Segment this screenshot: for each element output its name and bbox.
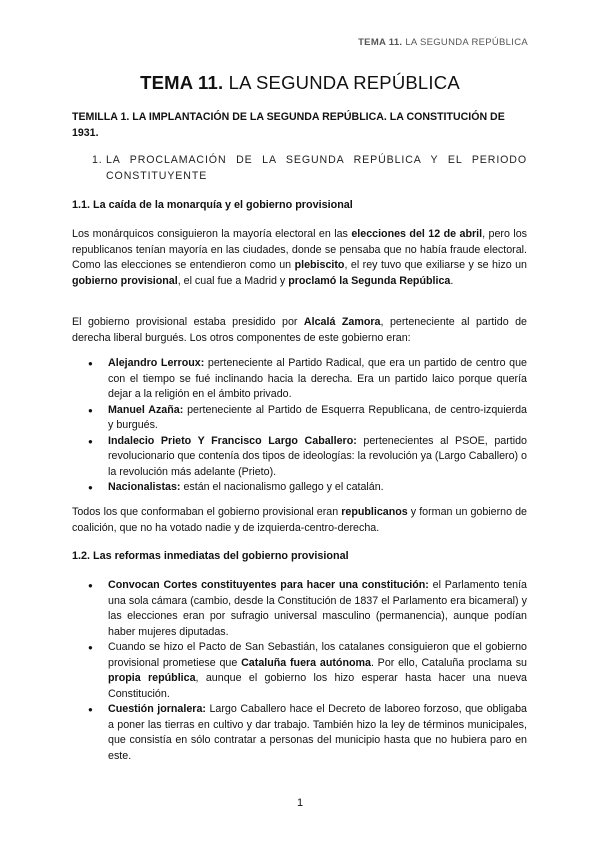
bold-elecciones: elecciones del 12 de abril xyxy=(351,228,483,240)
list-item: ● Manuel Azaña: perteneciente al Partido de Esquerra Republicana, de centro-izquierda y burgués. xyxy=(72,403,527,434)
paragraph-coalicion: Todos los que conformaban el gobierno provisional eran republicanos y forman un gobierno de coalición, que no ha votado nadie y de izquierda-centro-derecha. xyxy=(72,506,528,534)
running-header-number: TEMA 11. xyxy=(358,37,403,48)
bold-proclamo: proclamó la Segunda República xyxy=(288,274,451,287)
page-title xyxy=(0,72,600,94)
government-members-list xyxy=(72,356,527,496)
section-1-number: 1. xyxy=(92,154,103,166)
section-1-title: LA PROCLAMACIÓN DE LA SEGUNDA REPÚBLICA Y EL PERIODO CONSTITUYENTE xyxy=(106,154,527,182)
title-text: LA SEGUNDA REPÚBLICA xyxy=(223,72,460,93)
bold-republicanos: republicanos xyxy=(341,506,408,518)
running-header xyxy=(358,37,528,48)
subsection-1-2-heading: 1.2. Las reformas inmediatas del gobierno provisional xyxy=(72,550,349,562)
paragraph-elecciones: Los monárquicos consiguieron la mayoría electoral en las elecciones del 12 de abril, pero los republicanos tenían mayoría en las ciudades, donde se pensaba que no había fraude electoral. Como las elecciones se entendieron como un plebiscito, el rey tuvo que exiliarse y se hizo un gobierno provisional, el cual fue a Madrid y proclamó la Segunda República. xyxy=(72,228,527,287)
reforms-list xyxy=(72,578,527,764)
subsection-1-1-heading: 1.1. La caída de la monarquía y el gobierno provisional xyxy=(72,199,353,211)
list-item: ● Indalecio Prieto Y Francisco Largo Caballero: pertenecientes al PSOE, partido revolucionario que contenía dos tipos de ideologías: la revolución ya (Largo Caballero) o la revolución más adelante (Prieto). xyxy=(72,434,527,481)
list-item: ● Alejandro Lerroux: perteneciente al Partido Radical, que era un partido de centro que con el tiempo se fué inclinando hacia la derecha. Era un partido laico porque quería dejar a la religión en el ámbito privado. xyxy=(72,356,527,403)
bold-plebiscito: plebiscito xyxy=(294,259,345,271)
list-item: ● Convocan Cortes constituyentes para hacer una constitución: el Parlamento tenía una sola cámara (cambio, desde la Constitución de 1837 el Parlamento era bicameral) y las elecciones eran por sufragio universal masculino (permanencia), aunque podían haber mujeres diputadas. xyxy=(72,578,527,640)
list-item: ● Cuando se hizo el Pacto de San Sebastián, los catalanes consiguieron que el gobierno provisional prometiese que Cataluña fuera autónoma. Por ello, Cataluña proclama su propia república, aunque el gobierno los hizo esperar hasta hacer una nueva Constitución. xyxy=(72,640,527,702)
bold-alcala-zamora: Alcalá Zamora xyxy=(303,316,381,328)
title-number: TEMA 11. xyxy=(140,72,224,93)
paragraph-alcala-zamora: El gobierno provisional estaba presidido por Alcalá Zamora, perteneciente al partido de derecha liberal burgués. Los otros componentes de este gobierno eran: xyxy=(72,316,527,344)
list-item: ● Nacionalistas: están el nacionalismo gallego y el catalán. xyxy=(72,480,527,496)
bold-gobierno-provisional: gobierno provisional xyxy=(72,274,178,287)
section-1-heading xyxy=(92,153,527,184)
list-item: ● Cuestión jornalera: Largo Caballero hace el Decreto de laboreo forzoso, que obligaba a poner las tierras en cultivo y dar trabajo. También hizo la ley de términos municipales, que consistía en sólo contratar a personas del municipio hasta que no hubiera paro en este. xyxy=(72,702,527,764)
running-header-text: LA SEGUNDA REPÚBLICA xyxy=(402,37,528,48)
temilla-heading: TEMILLA 1. LA IMPLANTACIÓN DE LA SEGUNDA REPÚBLICA. LA CONSTITUCIÓN DE 1931. xyxy=(72,111,505,139)
page-number: 1 xyxy=(296,797,304,809)
